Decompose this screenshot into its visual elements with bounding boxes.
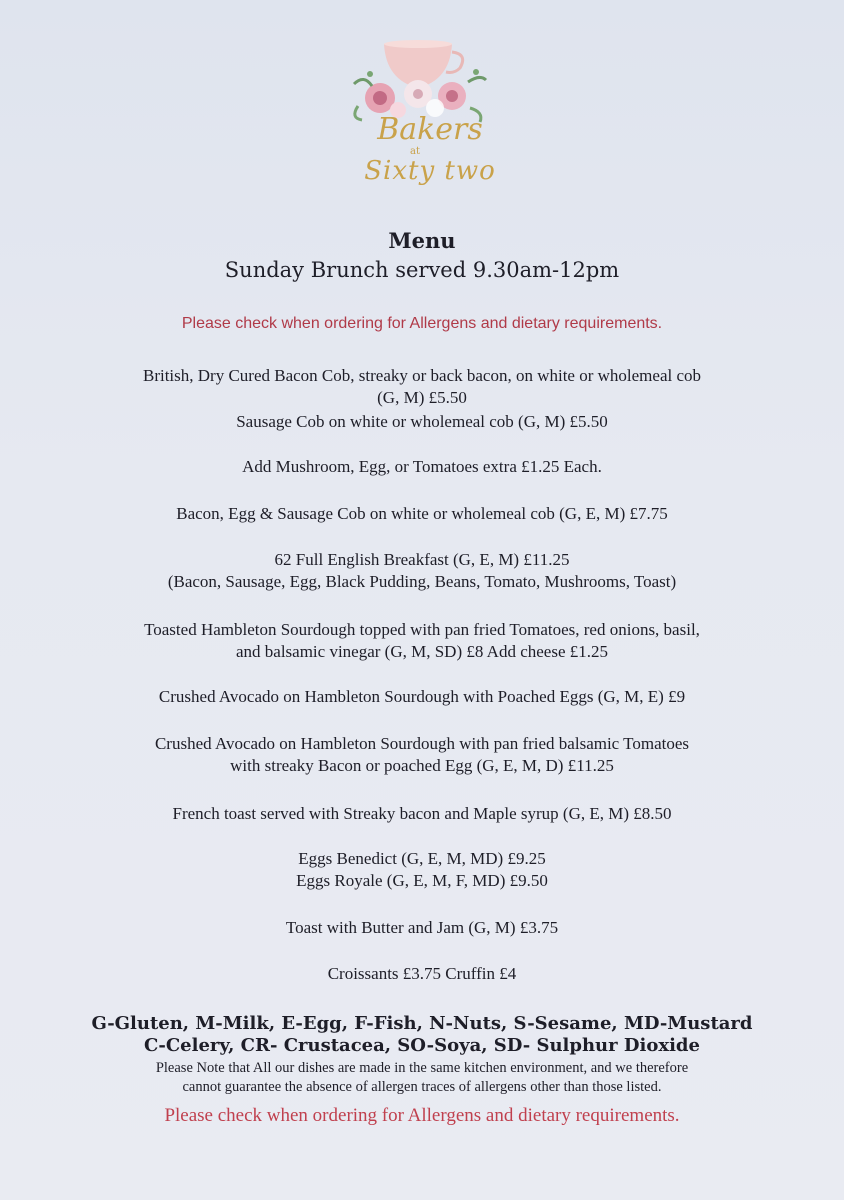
menu-item-line: Bacon, Egg & Sausage Cob on white or wholemeal cob (G, E, M) £7.75	[176, 504, 668, 523]
menu-item	[20, 917, 824, 939]
menu-item-line: Sausage Cob on white or wholemeal cob (G, M) £5.50	[236, 412, 608, 431]
kitchen-note	[20, 1059, 824, 1097]
menu-item-line: Eggs Royale (G, E, M, F, MD) £9.50	[296, 871, 548, 890]
allergen-note-top: Please check when ordering for Allergens and dietary requirements.	[181, 315, 663, 332]
menu-item	[20, 686, 824, 708]
menu-item	[20, 963, 824, 985]
menu-item	[20, 619, 824, 663]
menu-item	[20, 803, 824, 825]
kitchen-note-line: Please Note that All our dishes are made in the same kitchen environment, and we therefore	[155, 1060, 689, 1076]
menu-item	[20, 848, 824, 892]
menu-item	[20, 456, 824, 478]
allergen-legend-line: C-Celery, CR- Crustacea, SO-Soya, SD- Sulphur Dioxide	[144, 1035, 700, 1056]
menu-item-line: (Bacon, Sausage, Egg, Black Pudding, Beans, Tomato, Mushrooms, Toast)	[167, 572, 677, 591]
menu-item	[20, 503, 824, 525]
menu-title: Menu	[388, 228, 456, 253]
menu-item-line: Add Mushroom, Egg, or Tomatoes extra £1.25 Each.	[242, 457, 602, 476]
menu-item-line: British, Dry Cured Bacon Cob, streaky or back bacon, on white or wholemeal cob	[142, 366, 702, 385]
allergen-legend	[20, 1013, 824, 1057]
logo-text-line1: Bakers	[377, 112, 483, 147]
menu-item	[20, 365, 824, 409]
menu-item	[20, 733, 824, 777]
allergen-legend-line: G-Gluten, M-Milk, E-Egg, F-Fish, N-Nuts, S-Sesame, MD-Mustard	[91, 1013, 753, 1034]
kitchen-note-line: cannot guarantee the absence of allergen traces of allergens other than those listed.	[182, 1079, 662, 1095]
menu-item-line: with streaky Bacon or poached Egg (G, E, M, D) £11.25	[230, 756, 614, 775]
menu-item-line: Eggs Benedict (G, E, M, MD) £9.25	[298, 849, 546, 868]
menu-item-line: Toasted Hambleton Sourdough topped with pan fried Tomatoes, red onions, basil,	[144, 620, 700, 639]
menu-item-line: 62 Full English Breakfast (G, E, M) £11.25	[274, 550, 570, 569]
menu-item-line: Croissants £3.75 Cruffin £4	[327, 964, 517, 983]
menu-item-line: (G, M) £5.50	[377, 388, 467, 407]
menu-subtitle: Sunday Brunch served 9.30am-12pm	[224, 258, 620, 282]
menu-item	[20, 549, 824, 593]
menu-item-line: Crushed Avocado on Hambleton Sourdough with pan fried balsamic Tomatoes	[154, 734, 690, 753]
menu-item-line: Toast with Butter and Jam (G, M) £3.75	[285, 918, 559, 937]
logo-text-at: at	[410, 146, 420, 157]
allergen-note-bottom: Please check when ordering for Allergens and dietary requirements.	[164, 1105, 680, 1126]
logo-text-line2: Sixty two	[364, 156, 496, 186]
menu-item-line: French toast served with Streaky bacon and Maple syrup (G, E, M) £8.50	[172, 804, 672, 823]
menu-item-line: Crushed Avocado on Hambleton Sourdough with Poached Eggs (G, M, E) £9	[158, 687, 686, 706]
menu-item-line: and balsamic vinegar (G, M, SD) £8 Add cheese £1.25	[235, 642, 609, 661]
menu-item	[20, 411, 824, 433]
